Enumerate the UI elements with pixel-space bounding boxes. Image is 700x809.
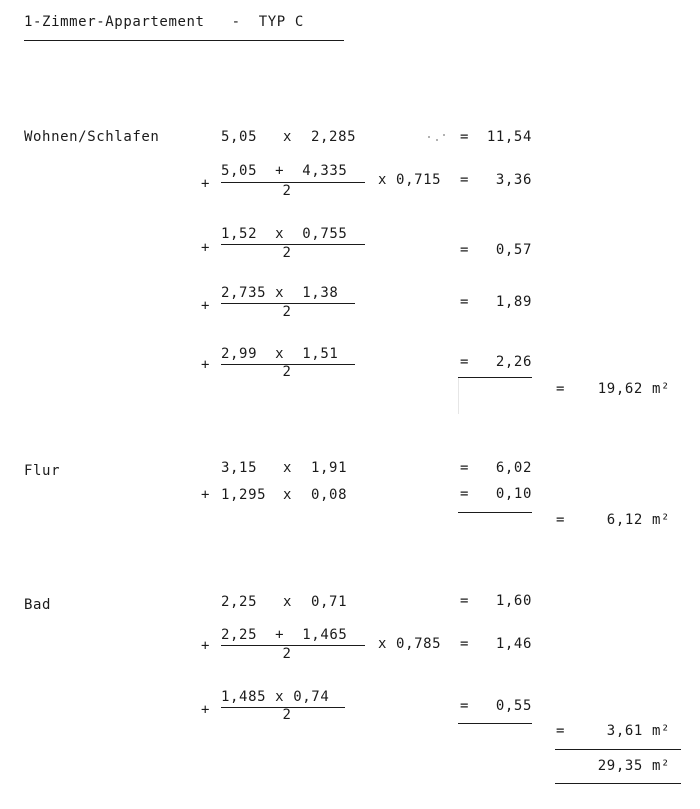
room-total: 3,61 m² bbox=[606, 723, 670, 739]
plus-sign: + bbox=[201, 487, 211, 503]
multiplier: x 0,785 bbox=[378, 636, 442, 652]
fraction-numerator: 1,52 x 0,755 bbox=[221, 226, 348, 242]
plus-sign: + bbox=[201, 176, 211, 192]
equals-sign: = bbox=[460, 294, 470, 310]
partial-result: 3,36 bbox=[495, 172, 532, 188]
equals-sign: = bbox=[460, 172, 470, 188]
partial-result: 2,26 bbox=[495, 354, 532, 370]
partial-result: 1,46 bbox=[495, 636, 532, 652]
plus-sign: + bbox=[201, 298, 211, 314]
equals-sign: = bbox=[460, 460, 470, 476]
factor-b: 0,08 bbox=[311, 487, 348, 503]
total-equals: = bbox=[556, 723, 566, 739]
operator: x bbox=[283, 129, 293, 145]
subtotal-rule bbox=[458, 377, 532, 378]
room-total: 6,12 m² bbox=[606, 512, 670, 528]
equals-sign: = bbox=[460, 636, 470, 652]
grand-total: 29,35 m² bbox=[597, 758, 670, 774]
total-equals: = bbox=[556, 381, 566, 397]
fraction-denominator: 2 bbox=[282, 364, 292, 380]
total-equals: = bbox=[556, 512, 566, 528]
equals-sign: = bbox=[460, 354, 470, 370]
fraction-numerator: 2,25 + 1,465 bbox=[221, 627, 348, 643]
factor-a: 1,295 bbox=[221, 487, 267, 503]
factor-b: 1,91 bbox=[311, 460, 348, 476]
partial-result: 0,10 bbox=[495, 486, 532, 502]
factor-a: 5,05 bbox=[221, 129, 258, 145]
scan-mark bbox=[458, 378, 459, 414]
scan-speck bbox=[428, 136, 430, 138]
fraction-numerator: 2,735 x 1,38 bbox=[221, 285, 339, 301]
partial-result: 0,55 bbox=[495, 698, 532, 714]
room-label-bad: Bad bbox=[24, 597, 52, 613]
partial-result: 1,60 bbox=[495, 593, 532, 609]
operator: x bbox=[283, 487, 293, 503]
fraction-denominator: 2 bbox=[282, 304, 292, 320]
partial-result: 0,57 bbox=[495, 242, 532, 258]
plus-sign: + bbox=[201, 240, 211, 256]
room-label-wohnen: Wohnen/Schlafen bbox=[24, 129, 160, 145]
factor-a: 2,25 bbox=[221, 594, 258, 610]
page-title: 1-Zimmer-Appartement - TYP C bbox=[24, 14, 304, 30]
partial-result: 1,89 bbox=[495, 294, 532, 310]
room-label-flur: Flur bbox=[24, 463, 61, 479]
operator: x bbox=[283, 460, 293, 476]
room-total: 19,62 m² bbox=[597, 381, 670, 397]
title-underline bbox=[24, 40, 344, 41]
factor-b: 0,71 bbox=[311, 594, 348, 610]
fraction-denominator: 2 bbox=[282, 707, 292, 723]
fraction-denominator: 2 bbox=[282, 646, 292, 662]
multiplier: x 0,715 bbox=[378, 172, 442, 188]
factor-a: 3,15 bbox=[221, 460, 258, 476]
equals-sign: = bbox=[460, 698, 470, 714]
partial-result: 6,02 bbox=[495, 460, 532, 476]
grand-total-underline bbox=[555, 783, 681, 784]
scan-speck bbox=[443, 134, 445, 136]
subtotal-rule bbox=[458, 723, 532, 724]
plus-sign: + bbox=[201, 357, 211, 373]
plus-sign: + bbox=[201, 638, 211, 654]
fraction-denominator: 2 bbox=[282, 245, 292, 261]
equals-sign: = bbox=[460, 242, 470, 258]
fraction-denominator: 2 bbox=[282, 183, 292, 199]
fraction-numerator: 2,99 x 1,51 bbox=[221, 346, 339, 362]
factor-b: 2,285 bbox=[311, 129, 357, 145]
grand-total-rule bbox=[555, 749, 681, 750]
scan-speck bbox=[436, 139, 438, 141]
plus-sign: + bbox=[201, 702, 211, 718]
subtotal-rule bbox=[458, 512, 532, 513]
partial-result: 11,54 bbox=[486, 129, 532, 145]
equals-sign: = bbox=[460, 486, 470, 502]
operator: x bbox=[283, 594, 293, 610]
equals-sign: = bbox=[460, 593, 470, 609]
fraction-numerator: 5,05 + 4,335 bbox=[221, 163, 348, 179]
equals-sign: = bbox=[460, 129, 470, 145]
fraction-numerator: 1,485 x 0,74 bbox=[221, 689, 330, 705]
